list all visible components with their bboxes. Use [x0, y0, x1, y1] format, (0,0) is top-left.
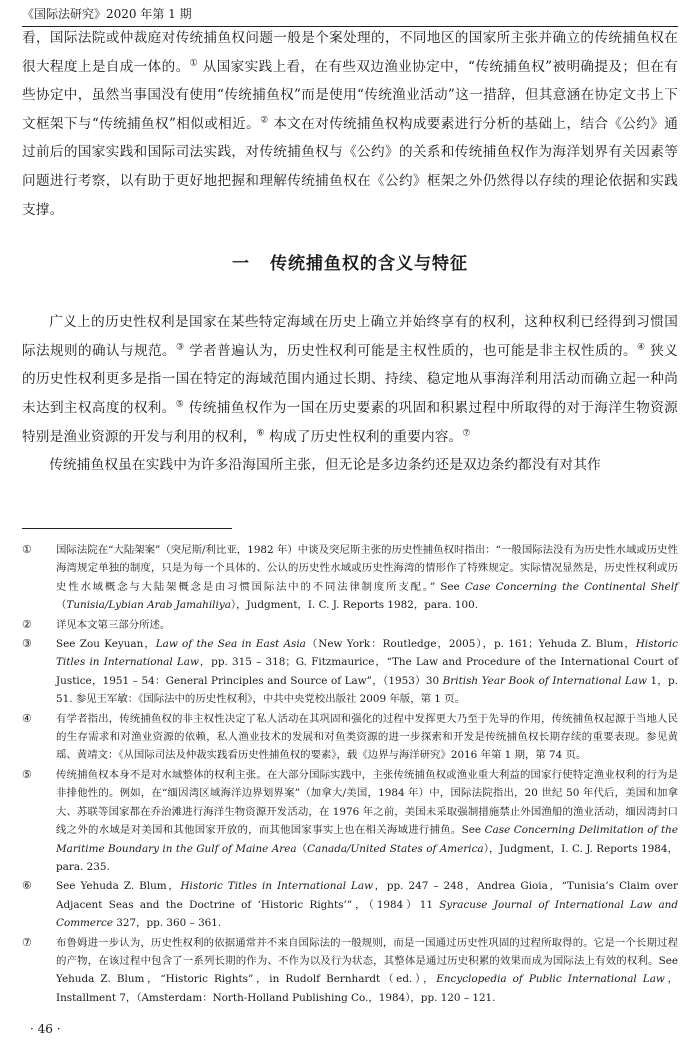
- book-title: Historic Titles in International Law: [180, 880, 374, 893]
- text-run: See Yehuda Z. Blum，: [56, 880, 181, 893]
- footnote-separator: [22, 528, 232, 529]
- footnote-3: [22, 635, 678, 709]
- footnote-text: [56, 635, 678, 709]
- paragraph-3: 传统捕鱼权虽在实践中为许多沿海国所主张，但无论是多边条约还是双边条约都没有对其作: [49, 457, 601, 474]
- section-title: 传统捕鱼权的含义与特征: [270, 254, 468, 275]
- text-run: （: [296, 842, 308, 855]
- footnote-7: [22, 934, 678, 1008]
- footnote-1: [22, 541, 678, 615]
- footnote-text: [56, 934, 678, 1008]
- text-run: ，Installment 7，（Amsterdam：North-Holland Publishing Co.，1984），pp. 120 – 121.: [56, 973, 678, 1004]
- paragraph-1: [22, 24, 678, 224]
- journal-title: Syracuse Journal of International Law and Commerce: [56, 898, 678, 930]
- footnote-2: [22, 616, 678, 634]
- footnote-4: [22, 710, 678, 765]
- footnote-text: [56, 766, 678, 876]
- text-run: 广义上的历史性权利是国家在某些特定海域在历史上确立并始终享有的权利，这种权利已经得到习惯国际法规则的确认与规范。: [22, 314, 678, 359]
- footnotes: [22, 541, 678, 1008]
- main-text: [22, 24, 678, 480]
- footnote-marker-2[interactable]: ②: [260, 115, 269, 126]
- section-heading: [22, 250, 678, 278]
- footnote-marker-7[interactable]: ⑦: [462, 428, 471, 438]
- footnote-marker-5[interactable]: ⑤: [175, 399, 185, 410]
- footnote-number: ⑤: [22, 767, 32, 781]
- footnote-number: ④: [22, 711, 32, 725]
- text-run: ），Judgment，I. C. J. Reports 1982，para. 100.: [230, 599, 478, 612]
- case-parties: Canada/United States of America: [307, 842, 484, 855]
- text-run: 构成了历史性权利的重要内容。: [264, 428, 463, 445]
- paragraph-2: [22, 308, 678, 451]
- footnote-number: ②: [22, 617, 32, 631]
- footnote-number: ⑥: [22, 879, 32, 893]
- book-title: Law of the Sea in East Asia: [155, 638, 306, 651]
- section-number: 一: [232, 254, 250, 275]
- text-run: 传统捕鱼权本身不是对水域整体的权利主张。在大部分国际实践中，主张传统捕鱼权或渔业重大利益的国家行使特定渔业权利的行为是非排他性的。例如，在“缅因湾区域海洋边界划界案”（加拿大/美国，1984 年）中，国际法院指出，20 世纪 50 年代后，美国和加拿大、苏联等国家都在乔治滩进行海洋生物资源开发活动，在 1976 年之前，美国未采取强制措施禁止外国渔船的渔业活动，缅因湾封口线之外的水域是对美国和其他国家开放的，而其他国家事实上也在相关海域进行捕鱼。See: [56, 768, 678, 837]
- footnote-number: ①: [22, 543, 32, 556]
- footnote-5: [22, 766, 678, 876]
- text-run: 学者普遍认为，历史性权利可能是主权性质的，也可能是非主权性质的。: [184, 342, 638, 359]
- text-run: ，pp. 315 – 318；G. Fitzmaurice，“The Law and Procedure of the International Court of Justice，1951 – 54：General Principles and Source of Law”，（1953）30: [56, 656, 679, 687]
- text-run: 327，pp. 360 – 361.: [113, 917, 222, 930]
- case-title: Case Concerning Delimitation of the Maritime Boundary in the Gulf of Maine Area: [56, 824, 678, 855]
- footnote-marker-3[interactable]: ③: [175, 342, 185, 353]
- text-run: ），Judgment，I. C. J. Reports 1984，para. 235.: [56, 842, 679, 873]
- page-number: · 46 ·: [30, 1022, 61, 1036]
- text-run: See Zou Keyuan，: [56, 638, 156, 651]
- journal-issue: 《国际法研究》2020 年第 1 期: [22, 7, 192, 21]
- text-run: 传统捕鱼权作为一国在历史要素的巩固和积累过程中所取得的对于海洋生物资源特别是渔业资源的开发与利用的权利，: [22, 399, 678, 445]
- case-parties: Tunisia/Lybian Arab Jamahiliya: [66, 599, 231, 612]
- text-run: 看，国际法院或仲裁庭对传统捕鱼权问题一般是个案处理的，不同地区的国家所主张并确立的传统捕鱼权在很大程度上是自成一体的。: [22, 30, 678, 75]
- text-run: （New York：Routledge，2005），p. 161；Yehuda Z. Blum，: [305, 638, 636, 651]
- footnote-number: ③: [22, 637, 32, 651]
- book-title: Historic Titles in International Law: [56, 638, 678, 669]
- footnote-text: 详见本文第三部分所述。: [56, 618, 171, 631]
- footnote-text: 有学者指出，传统捕鱼权的非主权性决定了私人活动在其巩固和强化的过程中发挥更大乃至于先导的作用，传统捕鱼权起源于当地人民的生存需求和对渔业资源的依赖，私人渔业技术的发展和对鱼类资源的进一步探索和开发是传统捕鱼权长期存续的重要表现。参见黄瑶、黄靖文：《从国际司法及仲裁实践看历史性捕鱼权的要素》，载《边界与海洋研究》2016 年第 1 期，第 74 页。: [56, 712, 678, 762]
- book-title: Encyclopedia of Public International Law: [436, 973, 665, 986]
- footnote-number: ⑦: [22, 935, 32, 949]
- footnote-marker-4[interactable]: ④: [637, 342, 646, 353]
- text-run: 布鲁姆进一步认为，历史性权利的依据通常并不来自国际法的一般规则，而是一国通过历史性巩固的过程所取得的。它是一个长期过程的产物，在该过程中包含了一系列长期的作为、不作为以及行为状态，其整体是通过历史积累的效果而成为国际法上有效的权利。See Yehuda Z. Blum，“Historic Rights”，in Rudolf Bernhardt（ed.），: [56, 936, 678, 986]
- text-run: 狭义的历史性权利更多是指一国在特定的海域范围内通过长期、持续、稳定地从事海洋利用活动而确立起一种尚未达到主权高度的权利。: [22, 342, 679, 416]
- text-run: 本文在对传统捕鱼权构成要素进行分析的基础上，结合《公约》通过前后的国家实践和国际司法实践，对传统捕鱼权与《公约》的关系和传统捕鱼权作为海洋划界有关因素等问题进行考察，以有助于更好地把握和理解传统捕鱼权在《公约》框架之外仍然得以存续的理论依据和实践支撑。: [22, 115, 678, 218]
- text-run: （: [56, 599, 67, 612]
- text-run: ，pp. 247 – 248，Andrea Gioia，“Tunisia’s Claim over Adjacent Seas and the Doctrine of ‘Historic Rights’”，（1984）11: [56, 880, 678, 911]
- footnote-6: [22, 877, 678, 932]
- text-run: 1，p. 51. 参见王军敏：《国际法中的历史性权利》，中共中央党校出版社 2009 年版，第 1 页。: [56, 674, 679, 706]
- footnote-marker-1[interactable]: ①: [189, 58, 199, 69]
- text-run: 从国家实践上看，在有些双边渔业协定中，“传统捕鱼权”被明确提及；但在有些协定中，虽然当事国没有使用“传统捕鱼权”而是使用“传统渔业活动”这一措辞，但其意涵在协定文书上下文框架下与“传统捕鱼权”相似或相近。: [22, 58, 679, 132]
- text-run: 国际法院在“大陆架案”（突尼斯/利比亚，1982 年）中谈及突尼斯主张的历史性捕鱼权时指出：“一般国际法没有为历史性水域或历史性海湾规定单独的制度，只是为每一个具体的、公认的历史性水域或历史性海湾的情形作了特殊规定。实际情况显然是，历史性权利或历史性水域概念与大陆架概念是由习惯国际法中的不同法律制度所支配。” See: [56, 544, 678, 593]
- footnote-marker-6[interactable]: ⑥: [256, 428, 265, 438]
- journal-title: British Year Book of International Law: [442, 674, 647, 687]
- case-title: Case Concerning the Continental Shelf: [464, 580, 678, 593]
- footnote-text: [56, 541, 678, 615]
- footnote-text: [56, 877, 678, 932]
